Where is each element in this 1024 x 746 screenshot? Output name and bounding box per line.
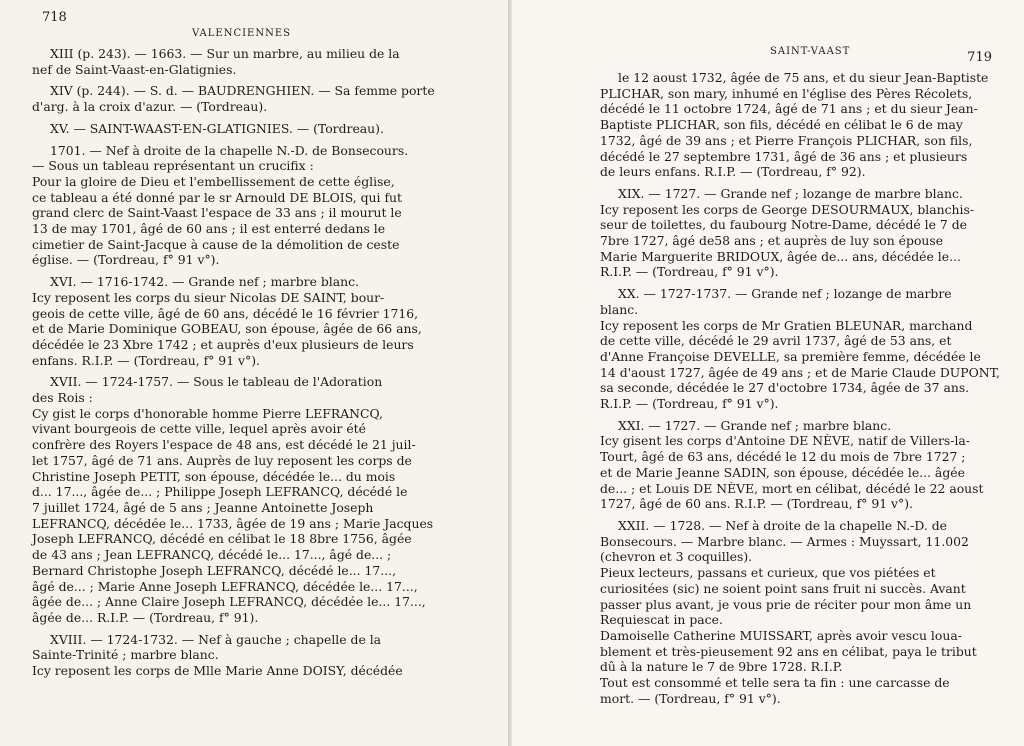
text-line: église. — (Tordreau, f° 91 v°). [32,252,220,268]
text-line: XXI. — 1727. — Grande nef ; marbre blanc. [618,417,892,433]
left-page-text [32,46,488,679]
text-line: Cy gist le corps d'honorable homme Pierre LEFRANCQ, [32,405,383,421]
text-line: XIII (p. 243). — 1663. — Sur un marbre, au milieu de la [50,46,400,61]
text-line: d'Anne Françoise DEVELLE, sa première femme, décédée le [600,348,981,364]
text-line: XXII. — 1728. — Nef à droite de la chapelle N.-D. de [618,517,947,533]
text-line: 1701. — Nef à droite de la chapelle N.-D. de Bonsecours. [50,142,409,158]
text-line: — Sous un tableau représentant un crucifix : [32,158,314,174]
text-line: 7bre 1727, âgé de58 ans ; et auprès de luy son épouse [600,233,944,249]
text-line: XVIII. — 1724-1732. — Nef à gauche ; chapelle de la [50,631,382,647]
text-line: le 12 aoust 1732, âgée de 75 ans, et du sieur Jean-Baptiste [618,70,989,85]
text-line: Tout est consommé et telle sera ta fin : une carcasse de [600,675,950,691]
text-line: mort. — (Tordreau, f° 91 v°). [600,690,781,706]
inscription-entry [32,632,488,679]
text-line: de 43 ans ; Jean LEFRANCQ, décédé le... 17..., âgé de... ; [32,547,392,563]
text-line: blanc. [600,301,639,317]
text-line: XIX. — 1727. — Grande nef ; lozange de marbre blanc. [618,185,963,201]
text-line: Bernard Christophe Joseph LEFRANCQ, décédé le... 17..., [32,562,397,578]
right-page-text [600,70,1000,706]
text-line: âgé de... ; Marie Anne Joseph LEFRANCQ, décédée le... 17..., [32,578,418,594]
text-line: de... ; et Louis DE NÈVE, mort en célibat, décédé le 22 aoust [600,480,984,496]
inscription-entry [32,83,488,114]
text-line: Baptiste PLICHAR, son fils, décédé en célibat le 6 de may [600,117,963,133]
text-line: passer plus avant, je vous prie de réciter pour mon âme un [600,596,972,612]
text-line: des Rois : [32,390,93,406]
text-line: Sainte-Trinité ; marbre blanc. [32,647,219,663]
text-line: Icy reposent les corps de George DESOURMAUX, blanchis- [600,201,975,217]
text-line: Requiescat in pace. [600,612,723,628]
inscription-entry [32,121,488,137]
right-page-number: 719 [967,50,992,65]
text-line: ce tableau a été donné par le sr Arnould DE BLOIS, qui fut [32,189,402,205]
left-page-number: 718 [42,10,67,25]
text-line: de cette ville, décédé le 29 avril 1737, âgé de 53 ans, et [600,333,952,349]
text-line: Icy reposent les corps du sieur Nicolas DE SAINT, bour- [32,289,385,305]
text-line: Christine Joseph PETIT, son épouse, décédée le... du mois [32,468,396,484]
inscription-entry [32,274,488,368]
right-running-title: SAINT-VAAST [770,46,851,57]
left-running-title: VALENCIENNES [192,28,292,39]
text-line: âgée de... R.I.P. — (Tordreau, f° 91). [32,609,259,625]
text-line: âgée de... ; Anne Claire Joseph LEFRANCQ, décédée le... 17..., [32,594,426,610]
text-line: LEFRANCQ, décédée le... 1733, âgée de 19 ans ; Marie Jacques [32,515,434,531]
text-line: enfans. R.I.P. — (Tordreau, f° 91 v°). [32,352,260,368]
text-line: décédée le 23 Xbre 1742 ; et auprès d'eux plusieurs de leurs [32,336,414,352]
inscription-entry [600,186,984,280]
text-line: dû à la nature le 7 de 9bre 1728. R.I.P. [600,659,843,675]
text-line: Pour la gloire de Dieu et l'embellissement de cette église, [32,173,395,189]
text-line: grand clerc de Saint-Vaast l'espace de 33 ans ; il mourut le [32,205,402,221]
inscription-entry [32,374,488,625]
text-line: (chevron et 3 coquilles). [600,549,753,565]
text-line: geois de cette ville, âgé de 60 ans, décédé le 16 février 1716, [32,305,419,321]
text-line: vivant bourgeois de cette ville, lequel après avoir été [32,421,366,437]
text-line: XIV (p. 244). — S. d. — BAUDRENGHIEN. — Sa femme porte [50,83,435,99]
text-line: et de Marie Jeanne SADIN, son épouse, décédée le... âgée [600,464,965,480]
text-line: d'arg. à la croix d'azur. — (Tordreau). [32,99,268,115]
text-line: cimetier de Saint-Jacque à cause de la démolition de ceste [32,236,400,252]
text-line: 1732, âgé de 39 ans ; et Pierre François PLICHAR, son fils, [600,132,973,148]
inscription-entry [600,418,984,512]
text-line: seur de toilettes, du faubourg Notre-Dame, décédé le 7 de [600,217,967,233]
text-line: Marie Marguerite BRIDOUX, âgée de... ans, décédée le... [600,248,961,264]
text-line: 14 d'aoust 1727, âgée de 49 ans ; et de Marie Claude DUPONT, [600,364,1000,380]
text-line: XVII. — 1724-1757. — Sous le tableau de l'Adoration [50,374,383,390]
text-line: d... 17..., âgée de... ; Philippe Joseph LEFRANCQ, décédé le [32,484,408,500]
text-line: 13 de may 1701, âgé de 60 ans ; il est enterré dedans le [32,221,386,237]
text-line: 1727, âgé de 60 ans. R.I.P. — (Tordreau, f° 91 v°). [600,496,913,512]
text-line: Icy gisent les corps d'Antoine DE NÈVE, natif de Villers-la- [600,433,970,449]
text-line: XV. — SAINT-WAAST-EN-GLATIGNIES. — (Tordreau). [50,120,384,136]
text-line: PLICHAR, son mary, inhumé en l'église des Pères Récolets, [600,85,973,101]
text-line: Icy reposent les corps de Mlle Marie Anne DOISY, décédée [32,663,403,679]
text-line: XX. — 1727-1737. — Grande nef ; lozange de marbre [618,286,952,302]
text-line: Icy reposent les corps de Mr Gratien BLEUNAR, marchand [600,317,973,333]
text-line: let 1757, âgé de 71 ans. Auprès de luy reposent les corps de [32,452,412,468]
inscription-entry [32,46,488,77]
text-line: et de Marie Dominique GOBEAU, son épouse, âgée de 66 ans, [32,321,422,337]
text-line: confrère des Royers l'espace de 48 ans, est décédé le 21 juil- [32,437,416,453]
text-line: Damoiselle Catherine MUISSART, après avoir vescu loua- [600,627,962,643]
text-line: R.I.P. — (Tordreau, f° 91 v°). [600,264,779,280]
left-running-head [32,10,488,39]
right-page [512,0,1024,746]
inscription-entry [600,286,1000,412]
text-line: R.I.P. — (Tordreau, f° 91 v°). [600,396,779,412]
text-line: de leurs enfans. R.I.P. — (Tordreau, f° 92). [600,164,866,180]
text-line: 7 juillet 1724, âgé de 5 ans ; Jeanne Antoinette Joseph [32,499,374,515]
text-line: sa seconde, décédée le 27 d'octobre 1734, âgée de 37 ans. [600,380,970,396]
text-line: décédé le 11 octobre 1724, âgé de 71 ans ; et du sieur Jean- [600,101,978,117]
text-line: XVI. — 1716-1742. — Grande nef ; marbre blanc. [50,274,359,290]
inscription-entry [32,143,488,269]
text-line: Pieux lecteurs, passans et curieux, que vos piétées et [600,565,936,581]
text-line: nef de Saint-Vaast-en-Glatignies. [32,61,237,77]
text-line: blement et très-pieusement 92 ans en célibat, paya le tribut [600,643,977,659]
text-line: Joseph LEFRANCQ, décédé en célibat le 18 8bre 1756, âgée [32,531,412,547]
inscription-entry [600,518,984,706]
text-line: Tourt, âgé de 63 ans, décédé le 12 du mois de 7bre 1727 ; [600,449,966,465]
text-line: Bonsecours. — Marbre blanc. — Armes : Muyssart, 11.002 [600,533,969,549]
inscription-entry [600,70,989,180]
right-running-head [600,40,992,65]
text-line: curiositées (sic) ne soient point sans fruit ni succès. Avant [600,580,966,596]
text-line: décédé le 27 septembre 1731, âgé de 36 ans ; et plusieurs [600,148,968,164]
